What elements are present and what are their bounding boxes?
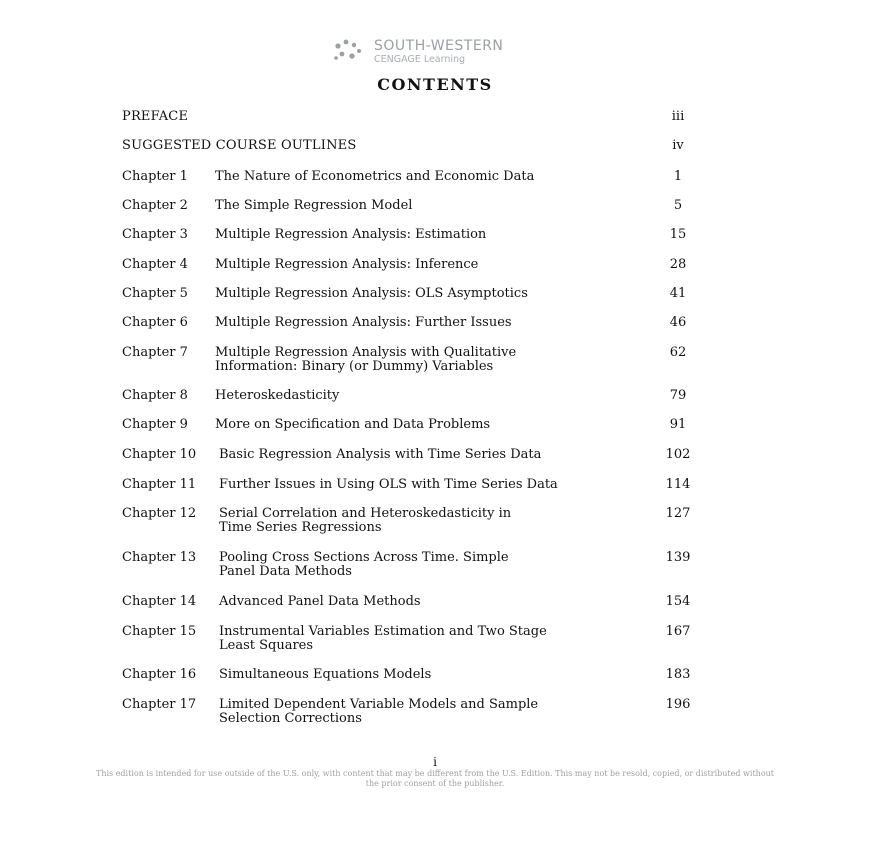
page-number: i bbox=[433, 755, 437, 769]
chapter-title: Advanced Panel Data Methods bbox=[219, 594, 421, 609]
chapter-title: Multiple Regression Analysis with Qualitative Information: Binary (or Dummy) Variables bbox=[215, 345, 517, 374]
page-ref: 139 bbox=[665, 550, 691, 565]
chapter-label: Chapter 13 bbox=[122, 550, 197, 565]
chapter-title: More on Specification and Data Problems bbox=[215, 417, 491, 432]
chapter-title: Multiple Regression Analysis: Further Issues bbox=[215, 315, 512, 330]
chapter-title: Further Issues in Using OLS with Time Series Data bbox=[219, 477, 558, 492]
chapter-label: Chapter 15 bbox=[122, 624, 197, 639]
chapter-label: Chapter 2 bbox=[122, 198, 188, 213]
page-ref: iv bbox=[672, 138, 684, 153]
page-ref: 154 bbox=[665, 594, 691, 609]
page-ref: 62 bbox=[669, 345, 687, 360]
chapter-label: Chapter 12 bbox=[122, 506, 197, 521]
chapter-label: Chapter 10 bbox=[122, 447, 197, 462]
page-ref: 28 bbox=[669, 257, 687, 272]
page-ref: 196 bbox=[665, 697, 691, 712]
chapter-title: The Nature of Econometrics and Economic Data bbox=[215, 169, 535, 184]
page-ref: 15 bbox=[669, 227, 687, 242]
page-ref: 183 bbox=[665, 667, 691, 682]
page-ref: 114 bbox=[665, 477, 691, 492]
chapter-label: Chapter 14 bbox=[122, 594, 197, 609]
footer-notice: This edition is intended for use outside of the U.S. only, with content that may be different from the U.S. Edition. This may not be resold, copied, or distributed without the prior consent of the publisher. bbox=[96, 769, 774, 788]
chapter-label: Chapter 1 bbox=[122, 169, 188, 184]
page-ref: iii bbox=[671, 109, 685, 124]
page-ref: 102 bbox=[665, 447, 691, 462]
chapter-label: Chapter 11 bbox=[122, 477, 197, 492]
chapter-label: Chapter 6 bbox=[122, 315, 188, 330]
chapter-title: Basic Regression Analysis with Time Series Data bbox=[219, 447, 542, 462]
page-ref: 79 bbox=[669, 388, 687, 403]
page-ref: 91 bbox=[669, 417, 687, 432]
page-title: CONTENTS bbox=[377, 75, 493, 94]
chapter-title: Serial Correlation and Heteroskedasticity in Time Series Regressions bbox=[219, 506, 512, 535]
chapter-label: Chapter 5 bbox=[122, 286, 188, 301]
chapter-label: Chapter 4 bbox=[122, 257, 188, 272]
page-ref: 1 bbox=[673, 169, 683, 184]
chapter-label: Chapter 16 bbox=[122, 667, 197, 682]
chapter-title: Multiple Regression Analysis: Estimation bbox=[215, 227, 487, 242]
entry-label: SUGGESTED COURSE OUTLINES bbox=[122, 138, 357, 153]
chapter-title: Multiple Regression Analysis: OLS Asymptotics bbox=[215, 286, 528, 301]
chapter-title: Limited Dependent Variable Models and Sample Selection Corrections bbox=[219, 697, 539, 726]
chapter-title: Multiple Regression Analysis: Inference bbox=[215, 257, 479, 272]
chapter-title: The Simple Regression Model bbox=[215, 198, 413, 213]
chapter-label: Chapter 7 bbox=[122, 345, 188, 360]
chapter-label: Chapter 8 bbox=[122, 388, 188, 403]
chapter-title: Heteroskedasticity bbox=[215, 388, 340, 403]
page-ref: 5 bbox=[673, 198, 683, 213]
page-ref: 167 bbox=[665, 624, 691, 639]
page-ref: 127 bbox=[665, 506, 691, 521]
chapter-label: Chapter 17 bbox=[122, 697, 197, 712]
page-ref: 41 bbox=[669, 286, 687, 301]
logo-name: SOUTH-WESTERN bbox=[374, 38, 504, 54]
entry-label: PREFACE bbox=[122, 109, 189, 124]
logo-subtitle: CENGAGE Learning bbox=[374, 54, 466, 65]
chapter-label: Chapter 3 bbox=[122, 227, 188, 242]
page-ref: 46 bbox=[669, 315, 687, 330]
chapter-title: Pooling Cross Sections Across Time. Simple Panel Data Methods bbox=[219, 550, 509, 579]
chapter-label: Chapter 9 bbox=[122, 417, 188, 432]
chapter-title: Simultaneous Equations Models bbox=[219, 667, 432, 682]
chapter-title: Instrumental Variables Estimation and Two Stage Least Squares bbox=[219, 624, 547, 653]
